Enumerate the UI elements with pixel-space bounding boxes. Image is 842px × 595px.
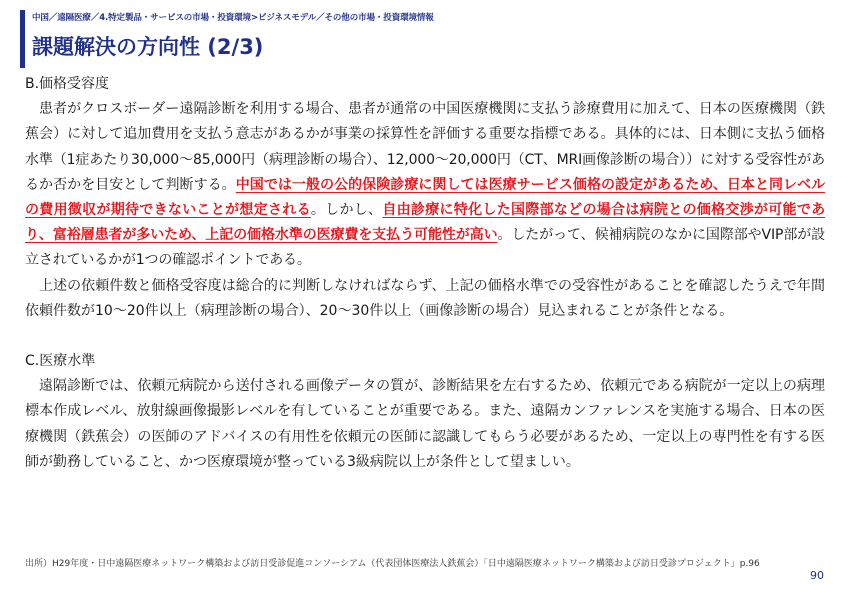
section-c-paragraph-1: 遠隔診断では、依頼元病院から送付される画像データの質が、診断結果を左右するため、依頼元である病院が一定以上の病理標本作成レベル、放射線画像撮影レベルを有していることが重要である。また、遠隔カンファレンスを実施する場合、日本の医療機関（鉄蕉会）の医師のアドバイスの有用性を依頼元の医師に認識してもらう必要があるため、一定以上の専門性を有する医師が勤務していること、かつ医療環境が整っている3級病院以上が条件として望ましい。 <box>25 378 825 470</box>
main-content <box>25 72 825 475</box>
title-accent-bar <box>20 10 25 68</box>
highlight-public-insurance: 中国では一般の公的保険診療に関しては医療サービス価格の設定があるため、日本と同レベルの費用徴収が期待できないことが想定される <box>25 176 826 219</box>
page-title: 課題解決の方向性 (2/3) <box>32 35 264 59</box>
breadcrumb: 中国／遠隔医療／4.特定製品・サービスの市場・投資環境>ビジネスモデル／その他の市場・投資環境情報 <box>32 13 434 23</box>
section-b-text: 患者がクロスボーダー遠隔診断を利用する場合、患者が通常の中国医療機関に支払う診療費用に加えて、日本の医療機関（鉄蕉会）に対して追加費用を支払う意志があるかが事業の採算性を評価する重要な指標である。具体的には、日本側に支払う価格水準（1症あたり30,000～85,000円（病理診断の場合）、12,000～20,000円（CT、MRI画像診断の場合））に対する受容性があるか否かを目安として判断する。 <box>25 101 825 193</box>
section-c-heading: C.医療水準 <box>25 353 96 370</box>
section-b-text: 。しかし、 <box>310 202 383 219</box>
page-number: 90 <box>810 569 824 582</box>
spacer <box>25 324 825 349</box>
section-b-heading: B.価格受容度 <box>25 76 110 92</box>
highlight-private-care: 自由診療に特化した国際部などの場合は病院との価格交渉が可能であり、富裕層患者が多いため、上記の価格水準の医療費を支払う可能性が高い <box>25 202 825 244</box>
source-footnote: 出所）H29年度・日中遠隔医療ネットワーク構築および訪日受診促進コンソーシアム（代表団体医療法人鉄蕉会）「日中遠隔医療ネットワーク構築および訪日受診プロジェクト」p.96 <box>25 559 760 569</box>
section-b-paragraph-1 <box>25 97 825 273</box>
section-b-text: 。したがって、候補病院のなかに国際部やVIP部が設立されているかが1つの確認ポイントである。 <box>25 227 825 269</box>
section-b-paragraph-2: 上述の依頼件数と価格受容度は総合的に判断しなければならず、上記の価格水準での受容性があることを確認したうえで年間依頼件数が10～20件以上（病理診断の場合）、20～30件以上（画像診断の場合）見込まれることが条件となる。 <box>25 277 825 319</box>
